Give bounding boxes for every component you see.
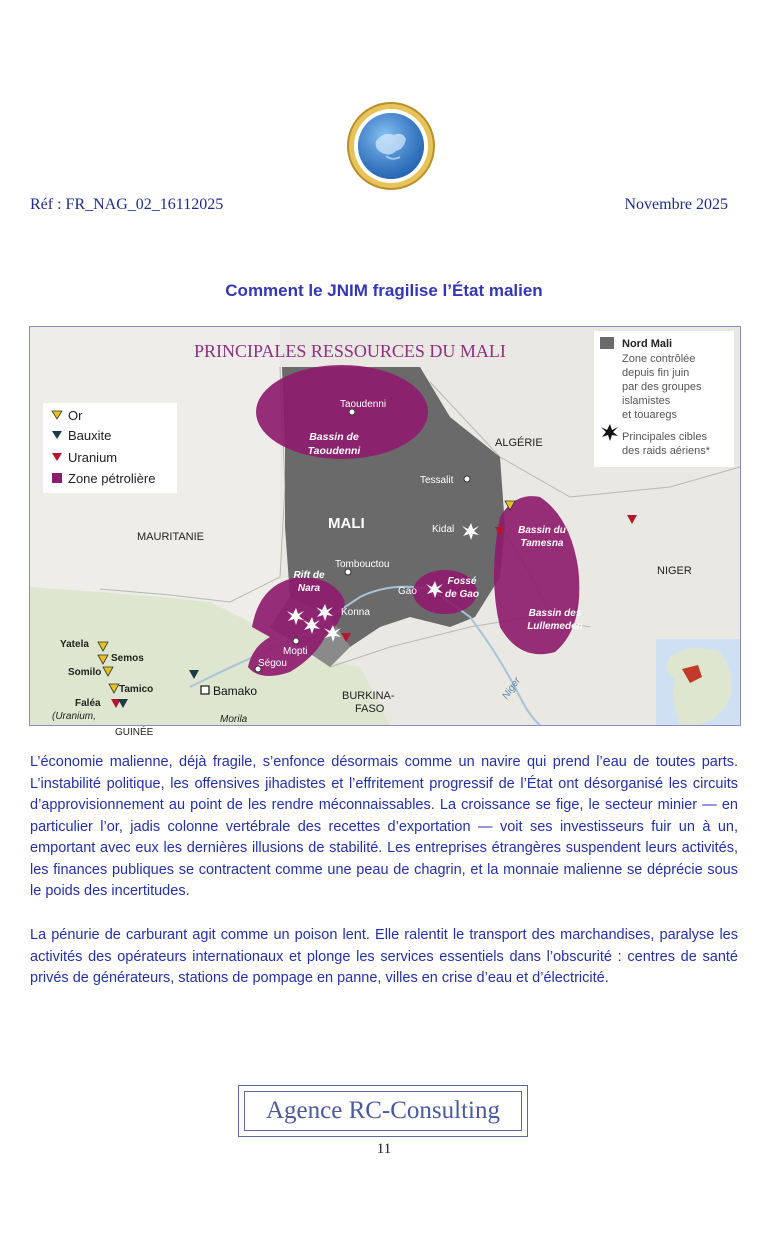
basin-label: Rift de [293,570,325,581]
controlled-zone-swatch-icon [600,337,614,349]
country-label: ALGÉRIE [495,437,543,449]
basin-label: Tamesna [520,538,564,549]
country-label: FASO [355,703,385,715]
city-label: Tombouctou [335,559,390,570]
legend-line: par des groupes [622,381,702,393]
legend-label: Zone pétrolière [68,471,156,486]
basin-label: Fossé [447,576,477,587]
body-paragraph: L’économie malienne, déjà fragile, s’enfonce désormais comme un navire qui prend l’eau de toutes parts. L’instabilité politique, les offensives jihadistes et l’effritement progressif de l’État ont désorganisé les circuits d’approvisionnement au point de les rendre méconnaissables. La croissance se fige, le secteur minier — en particulier l’or, jadis colonne vertébrale des recettes d’exportation — voit ses investisseurs fuir un à un, emportant avec eux les dernières illusions de stabilité. Les entreprises étrangères suspendent leurs activités, les finances publiques se contractent comme une peau de chagrin, et la monnaie malienne se déprécie sous le poids des incertitudes. [30,754,738,899]
mine-label: Faléa [75,698,101,709]
city-label: Taoudenni [340,399,387,410]
mine-label: (Uranium, [52,711,96,722]
city-label: Gao [398,586,417,597]
city-label: Kidal [432,524,455,535]
basin-label: Bassin de [309,431,359,443]
mali-resources-map [29,326,741,738]
legend-line: Principales cibles [622,431,707,443]
city-label: Mopti [283,646,308,657]
city-label: Ségou [258,658,287,669]
country-label: BURKINA- [342,690,395,702]
legend-line: Zone contrôlée [622,353,696,365]
basin-label: Lullemeden [527,621,583,632]
basin-label: Bassin du [518,525,566,536]
agency-brand-name: Agence RC-Consulting [244,1091,522,1131]
city-label: Morila [220,714,248,725]
page-title: Comment le JNIM fragilise l’État malien [225,281,543,300]
legend-label: Or [68,408,83,423]
legend-line: et touaregs [622,409,678,421]
country-label: GUINÉE [115,727,154,738]
legend-label: Bauxite [68,428,112,443]
document-date: Novembre 2025 [624,196,728,213]
mine-label: Somilo [68,667,102,678]
city-label: Konna [341,607,370,618]
country-label: MAURITANIE [137,531,205,543]
basin-label: de Gao [445,589,479,600]
country-label: NIGER [657,565,692,577]
mine-label: Semos [111,653,144,664]
city-label: Tessalit [420,475,454,486]
control-legend [594,331,734,467]
europe-globe-icon [346,101,436,191]
petroleum-square-icon [52,473,62,483]
agency-brand-box [238,1085,528,1137]
legend-line: depuis fin juin [622,367,690,379]
mine-label: Tamico [119,684,154,695]
basin-label: Nara [297,583,321,594]
resource-legend [43,403,177,493]
river-label: Niger [500,675,523,702]
body-paragraph: La pénurie de carburant agit comme un poison lent. Elle ralentit le transport des marchandises, paralyse les activités des opérateurs internationaux et plonge les services essentiels dans l’obscurité : centres de santé privés de générateurs, stations de pompage en panne, villes en crise d’eau et d’électricité. [30,927,738,986]
page-number: 11 [376,1141,392,1157]
map-title: PRINCIPALES RESSOURCES DU MALI [194,341,506,361]
europe-emblem-logo [346,101,436,191]
legend-title: Nord Mali [622,338,673,350]
reference-code: Réf : FR_NAG_02_16112025 [30,196,224,213]
legend-line: islamistes [622,395,671,407]
legend-label: Uranium [68,450,118,465]
city-label: Bamako [213,684,258,698]
country-label: MALI [328,515,365,532]
basin-label: Taoudenni [307,445,361,457]
legend-line: des raids aériens* [622,445,711,457]
basin-label: Bassin des [528,608,582,619]
mine-label: Yatela [60,639,89,650]
